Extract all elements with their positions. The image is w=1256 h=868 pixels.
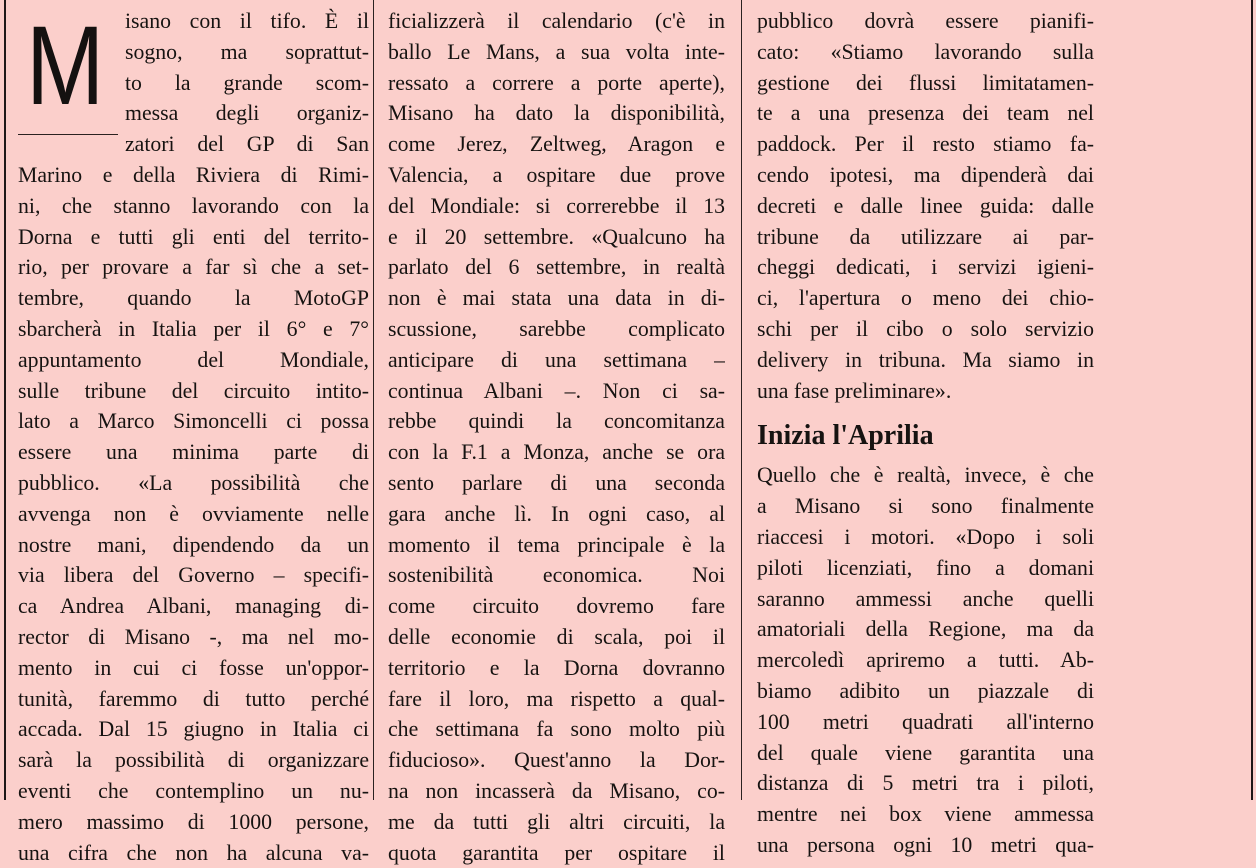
text-line: isano con il tifo. È il — [125, 9, 369, 33]
text-line: mento in cui ci fosse un'oppor- — [18, 655, 369, 680]
right-edge-rule — [1251, 0, 1253, 800]
text-line: territorio e la Dorna dovranno — [388, 655, 725, 680]
text-line: mercoledì apriremo a tutti. Ab- — [757, 648, 1094, 673]
text-line: rector di Misano -, ma nel mo- — [18, 624, 369, 649]
text-line: ci, l'apertura o meno dei chio- — [757, 286, 1094, 311]
text-line: gara anche lì. In ogni caso, al — [388, 501, 725, 526]
text-line: Misano ha dato la disponibilità, — [388, 101, 725, 126]
dropcap-underline — [18, 134, 118, 135]
text-line: ressato a correre a porte aperte), — [388, 70, 725, 95]
text-line: una cifra che non ha alcuna va- — [18, 840, 369, 865]
column-divider-1 — [373, 0, 374, 800]
text-line: sulle tribune del circuito intito- — [18, 378, 369, 403]
text-line: saranno ammessi anche quelli — [757, 586, 1094, 611]
text-line: tribune da utilizzare ai par- — [757, 224, 1094, 249]
text-line: tembre, quando la MotoGP — [18, 286, 369, 311]
text-line: ballo Le Mans, a sua volta inte- — [388, 39, 725, 64]
text-line: schi per il cibo o solo servizio — [757, 316, 1094, 341]
left-edge-rule — [4, 0, 6, 800]
text-line: na non incasserà da Misano, co- — [388, 778, 725, 803]
text-line: nostre mani, dipendendo da un — [18, 532, 369, 557]
text-line: sostenibilità economica. Noi — [388, 563, 725, 588]
text-line: decreti e dalle linee guida: dalle — [757, 193, 1094, 218]
text-line: fare il loro, ma rispetto a qual- — [388, 686, 725, 711]
text-line: messa degli organiz- — [125, 101, 369, 126]
text-line: sogno, ma soprattut- — [125, 39, 369, 64]
article-column-3 — [757, 6, 1094, 861]
text-line: mero massimo di 1000 persone, — [18, 809, 369, 834]
text-line: paddock. Per il resto stiamo fa- — [757, 132, 1094, 157]
text-line: piloti licenziati, fino a domani — [757, 555, 1094, 580]
text-line: pubblico dovrà essere pianifi- — [757, 9, 1094, 33]
text-line: gestione dei flussi limitatamen- — [757, 70, 1094, 95]
text-line: te a una presenza dei team nel — [757, 101, 1094, 126]
text-line: sento parlare di una seconda — [388, 470, 725, 495]
text-line: cato: «Stiamo lavorando sulla — [757, 39, 1094, 64]
text-line: parlato del 6 settembre, in realtà — [388, 255, 725, 280]
text-line: una fase preliminare». — [757, 378, 952, 403]
dropcap-block — [18, 3, 118, 134]
text-line: del quale viene garantita una — [757, 740, 1094, 765]
text-line: to la grande scom- — [125, 70, 369, 95]
column-divider-2 — [741, 0, 742, 800]
section-subheading: Inizia l'Aprilia — [757, 420, 934, 452]
text-line: eventi che contemplino un nu- — [18, 778, 369, 803]
text-line: con la F.1 a Monza, anche se ora — [388, 440, 725, 465]
text-line: momento il tema principale è la — [388, 532, 725, 557]
text-line: una persona ogni 10 metri qua- — [757, 832, 1094, 857]
text-line: anticipare di una settimana – — [388, 347, 725, 372]
text-line: 100 metri quadrati all'interno — [757, 709, 1094, 734]
text-line: rio, per provare a far sì che a set- — [18, 255, 369, 280]
text-line: rebbe quindi la concomitanza — [388, 409, 725, 434]
text-line: pubblico. «La possibilità che — [18, 470, 369, 495]
text-line: sarà la possibilità di organizzare — [18, 748, 369, 773]
text-line: essere una minima parte di — [18, 440, 369, 465]
text-line: delle economie di scala, poi il — [388, 624, 725, 649]
dropcap-letter: M — [26, 3, 105, 128]
text-line: cendo ipotesi, ma dipenderà dai — [757, 162, 1094, 187]
text-line: come circuito dovremo fare — [388, 594, 725, 619]
text-line: distanza di 5 metri tra i piloti, — [757, 771, 1094, 796]
text-line: che settimana fa sono molto più — [388, 717, 725, 742]
text-line: me da tutti gli altri circuiti, la — [388, 809, 725, 834]
text-line: biamo adibito un piazzale di — [757, 678, 1094, 703]
text-line: via libera del Governo – specifi- — [18, 563, 369, 588]
text-line: ni, che stanno lavorando con la — [18, 193, 369, 218]
article-column-1 — [18, 3, 369, 868]
text-line: Dorna e tutti gli enti del territo- — [18, 224, 369, 249]
text-line: Valencia, a ospitare due prove — [388, 162, 725, 187]
text-line: sbarcherà in Italia per il 6° e 7° — [18, 316, 369, 341]
text-line: cheggi dedicati, i servizi igieni- — [757, 255, 1094, 280]
text-line: e il 20 settembre. «Qualcuno ha — [388, 224, 725, 249]
text-line: delivery in tribuna. Ma siamo in — [757, 347, 1094, 372]
text-line: quota garantita per ospitare il — [388, 840, 725, 865]
text-line: lato a Marco Simoncelli ci possa — [18, 409, 369, 434]
text-line: ficializzerà il calendario (c'è in — [388, 9, 725, 33]
text-line: amatoriali della Regione, ma da — [757, 617, 1094, 642]
text-line: appuntamento del Mondiale, — [18, 347, 369, 372]
text-line: mentre nei box viene ammessa — [757, 802, 1094, 827]
text-line: continua Albani –. Non ci sa- — [388, 378, 725, 403]
text-line: Marino e della Riviera di Rimi- — [18, 162, 369, 187]
text-line: accada. Dal 15 giugno in Italia ci — [18, 717, 369, 742]
text-line: non è mai stata una data in di- — [388, 286, 725, 311]
text-line: Quello che è realtà, invece, è che — [757, 463, 1094, 488]
text-line: avvenga non è ovviamente nelle — [18, 501, 369, 526]
text-line: del Mondiale: si correrebbe il 13 — [388, 193, 725, 218]
text-line: zatori del GP di San — [125, 132, 369, 157]
text-line: come Jerez, Zeltweg, Aragon e — [388, 132, 725, 157]
text-line: scussione, sarebbe complicato — [388, 316, 725, 341]
text-line: ca Andrea Albani, managing di- — [18, 594, 369, 619]
text-line: riaccesi i motori. «Dopo i soli — [757, 524, 1094, 549]
article-column-2 — [388, 6, 725, 868]
text-line: a Misano si sono finalmente — [757, 494, 1094, 519]
text-line: fiducioso». Quest'anno la Dor- — [388, 748, 725, 773]
text-line: tunità, faremmo di tutto perché — [18, 686, 369, 711]
